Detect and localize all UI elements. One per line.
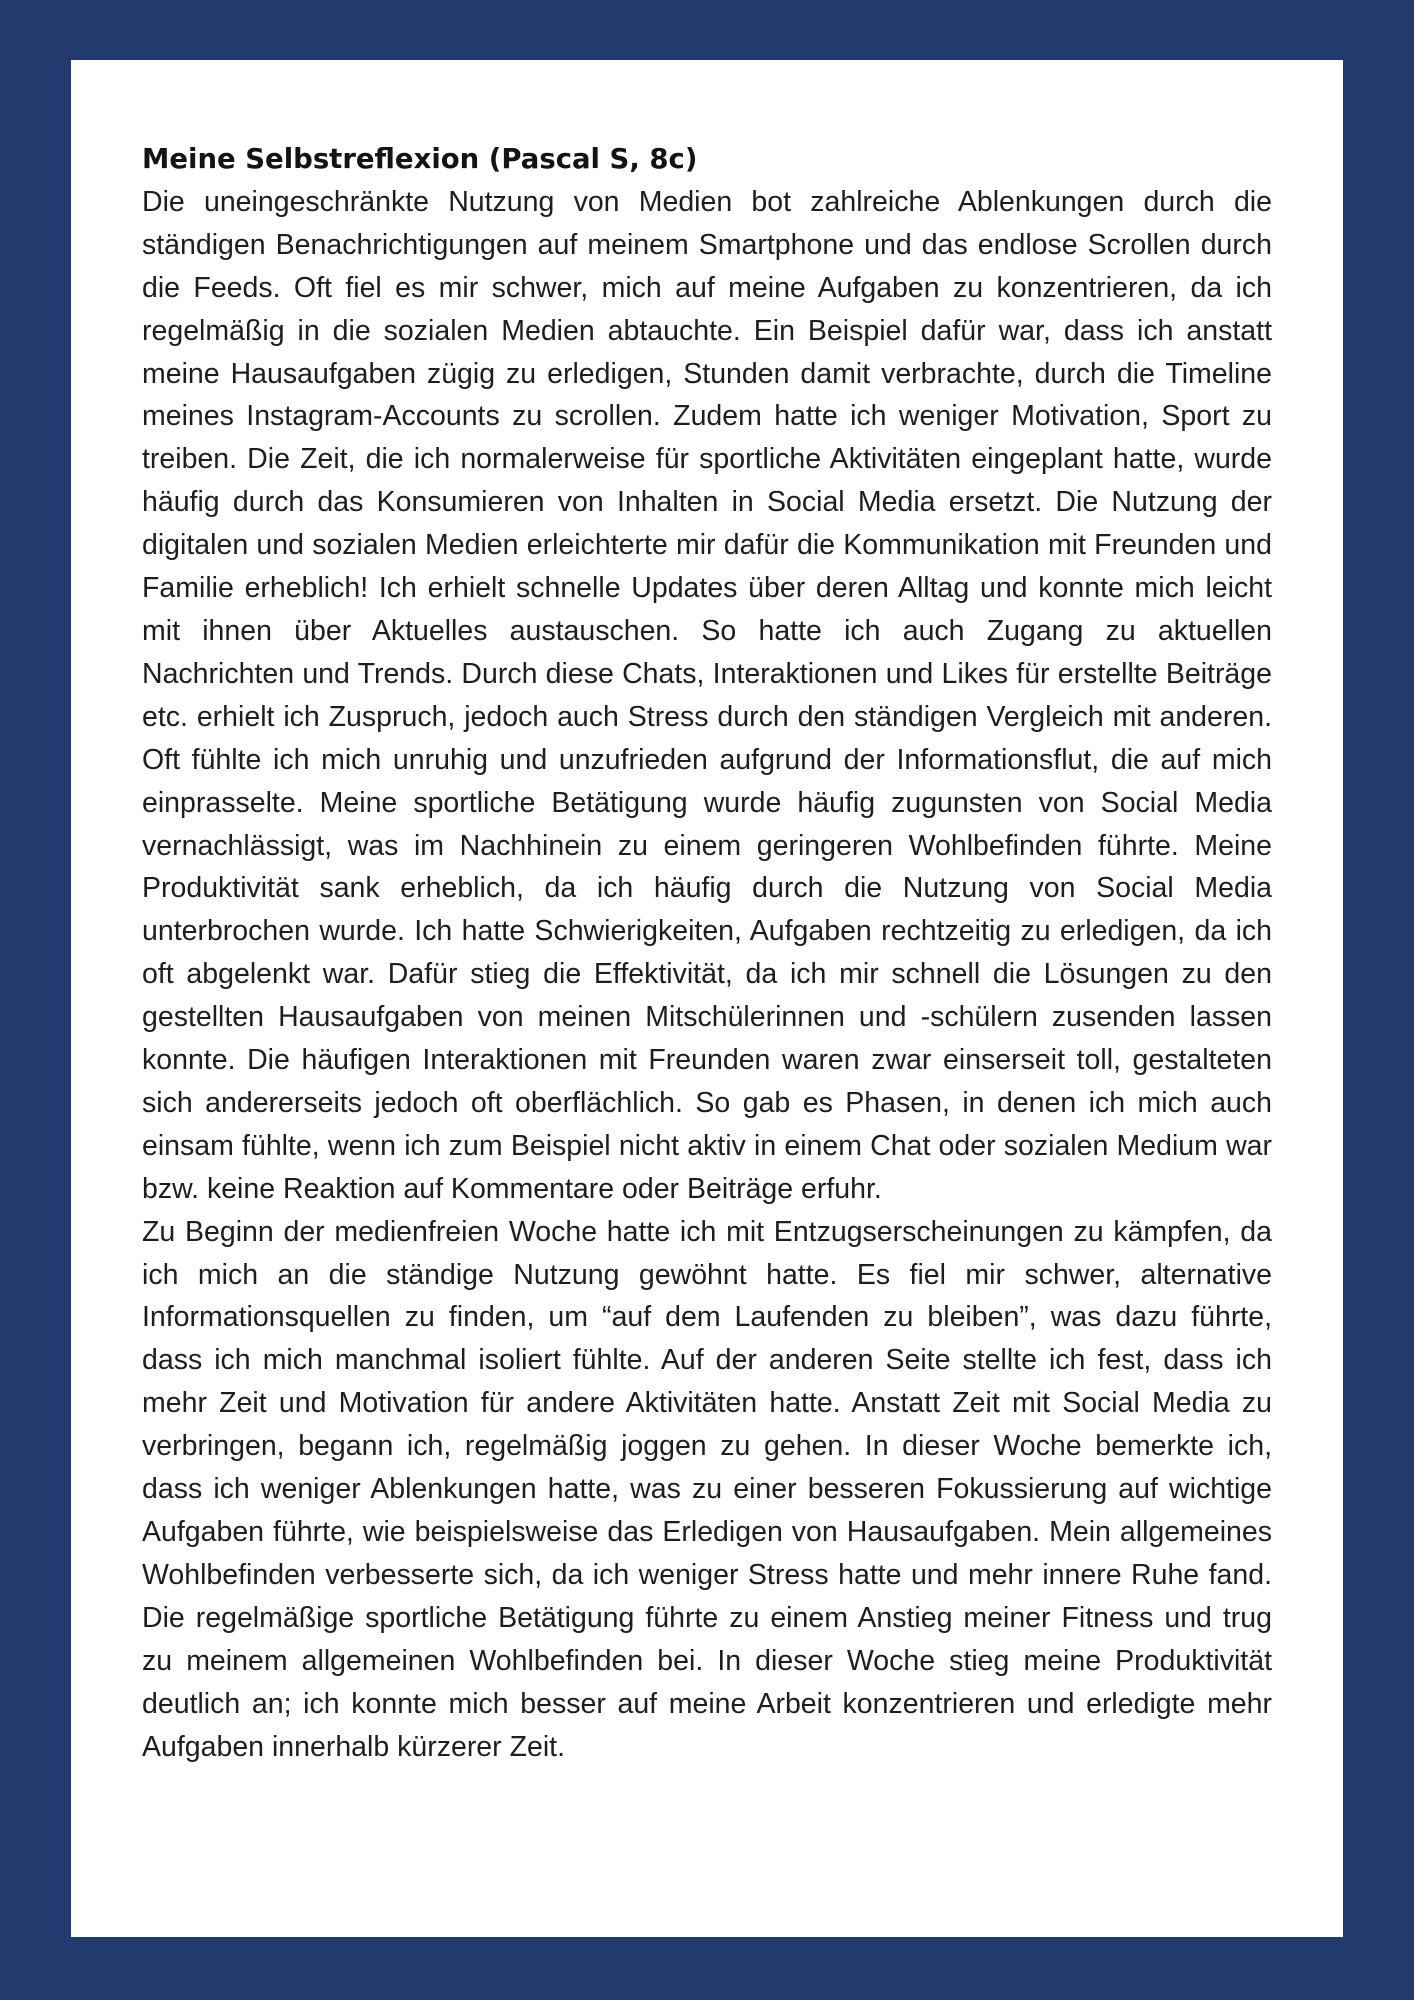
document-body (142, 138, 1272, 1768)
document-title: Meine Selbstreflexion (Pascal S, 8c) (142, 143, 698, 175)
paragraph-media-use: Die uneingeschränkte Nutzung von Medien bot zahlreiche Ablenkungen durch die ständigen Benachrichtigungen auf meinem Smartphone und das endlose Scrollen durch die Feeds. Oft fiel es mir schwer, mich auf meine Aufgaben zu konzentrieren, da ich regelmäßig in die sozialen Medien abtauchte. Ein Beispiel dafür war, dass ich anstatt meine Hausaufgaben zügig zu erledigen, Stunden damit verbrachte, durch die Timeline meines Instagram-Accounts zu scrollen. Zudem hatte ich weniger Motivation, Sport zu treiben. Die Zeit, die ich normalerweise für sportliche Aktivitäten eingeplant hatte, wurde häufig durch das Konsumieren von Inhalten in Social Media ersetzt. Die Nutzung der digitalen und sozialen Medien erleichterte mir dafür die Kommunikation mit Freunden und Familie erheblich! Ich erhielt schnelle Updates über deren Alltag und konnte mich leicht mit ihnen über Aktuelles austauschen. So hatte ich auch Zugang zu aktuellen Nachrichten und Trends. Durch diese Chats, Interaktionen und Likes für erstellte Beiträge etc. erhielt ich Zuspruch, jedoch auch Stress durch den ständigen Vergleich mit anderen. Oft fühlte ich mich unruhig und unzufrieden aufgrund der Informationsflut, die auf mich einprasselte. Meine sportliche Betätigung wurde häufig zugunsten von Social Media vernachlässigt, was im Nachhinein zu einem geringeren Wohlbefinden führte. Meine Produktivität sank erheblich, da ich häufig durch die Nutzung von Social Media unterbrochen wurde. Ich hatte Schwierigkeiten, Aufgaben rechtzeitig zu erledigen, da ich oft abgelenkt war. Dafür stieg die Effektivität, da ich mir schnell die Lösungen zu den gestellten Hausaufgaben von meinen Mitschülerinnen und -schülern zusenden lassen konnte. Die häufigen Interaktionen mit Freunden waren zwar einserseit toll, gestalteten sich andererseits jedoch oft oberflächlich. So gab es Phasen, in denen ich mich auch einsam fühlte, wenn ich zum Beispiel nicht aktiv in einem Chat oder sozialen Medium war bzw. keine Reaktion auf Kommentare oder Beiträge erfuhr. (142, 185, 1272, 1205)
paragraph-media-free-week: Zu Beginn der medienfreien Woche hatte ich mit Entzugserscheinungen zu kämpfen, da ich mich an die ständige Nutzung gewöhnt hatte. Es fiel mir schwer, alternative Informationsquellen zu finden, um “auf dem Laufenden zu bleiben”, was dazu führte, dass ich mich manchmal isoliert fühlte. Auf der anderen Seite stellte ich fest, dass ich mehr Zeit und Motivation für andere Aktivitäten hatte. Anstatt Zeit mit Social Media zu verbringen, begann ich, regelmäßig joggen zu gehen. In dieser Woche bemerkte ich, dass ich weniger Ablenkungen hatte, was zu einer besseren Fokussierung auf wichtige Aufgaben führte, wie beispielsweise das Erledigen von Hausaufgaben. Mein allgemeines Wohlbefinden verbesserte sich, da ich weniger Stress hatte und mehr innere Ruhe fand. Die regelmäßige sportliche Betätigung führte zu einem Anstieg meiner Fitness und trug zu meinem allgemeinen Wohlbefinden bei. In dieser Woche stieg meine Produktivität deutlich an; ich konnte mich besser auf meine Arbeit konzentrieren und erledigte mehr Aufgaben innerhalb kürzerer Zeit. (142, 1215, 1272, 1763)
document-page (71, 60, 1343, 1937)
